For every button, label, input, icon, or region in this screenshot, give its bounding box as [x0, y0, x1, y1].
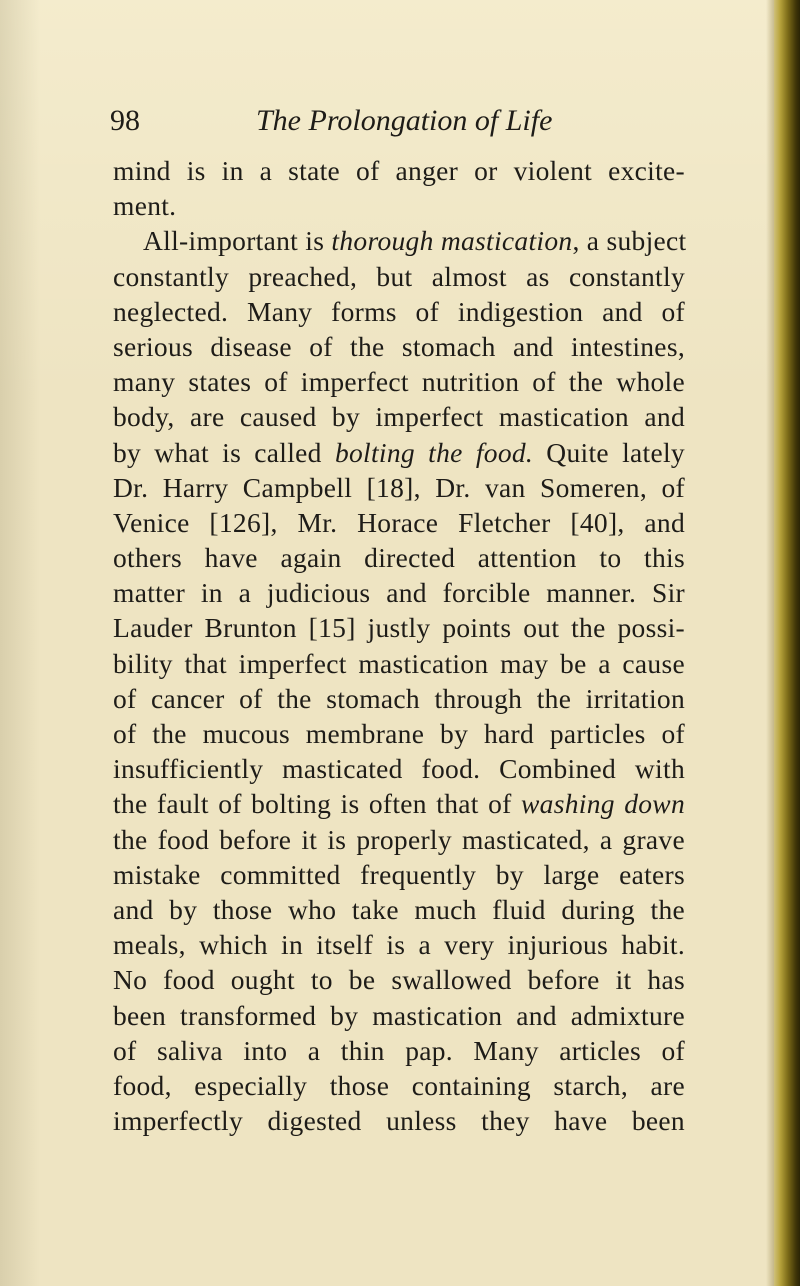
text-line	[113, 857, 685, 892]
text-line	[113, 610, 685, 645]
text-line	[113, 998, 685, 1033]
text-line	[113, 1033, 685, 1068]
text-line	[113, 646, 685, 681]
text-line	[113, 892, 685, 927]
running-header	[110, 101, 710, 141]
text-segment: insufficiently masticated food. Combined with	[113, 753, 685, 785]
text-segment: matter in a judicious and forcible manner. Sir	[113, 577, 685, 609]
running-title: The Prolongation of Life	[256, 104, 553, 137]
text-line	[113, 223, 685, 258]
text-segment: ment.	[113, 190, 177, 222]
text-segment: neglected. Many forms of indigestion and of	[113, 295, 685, 327]
text-line	[113, 399, 685, 434]
binding-shadow	[766, 0, 774, 1286]
text-segment: Quite lately	[533, 436, 685, 468]
text-segment: imperfectly digested unless they have been	[113, 1105, 685, 1137]
text-segment: All-important is	[143, 225, 332, 257]
text-segment: by what is called	[113, 436, 335, 468]
text-segment: food, especially those containing starch, are	[113, 1069, 685, 1101]
text-segment: serious disease of the stomach and intestines,	[113, 330, 685, 362]
text-segment: the fault of bolting is often that of	[113, 788, 522, 820]
text-line	[113, 1068, 685, 1103]
text-segment: of saliva into a thin pap. Many articles of	[113, 1034, 685, 1066]
text-line	[113, 575, 685, 610]
text-segment: Dr. Harry Campbell [18], Dr. van Someren, of	[113, 471, 685, 503]
text-line	[113, 364, 685, 399]
text-line	[113, 786, 685, 821]
text-line	[113, 294, 685, 329]
page-number: 98	[110, 104, 140, 137]
text-line	[113, 505, 685, 540]
text-segment: body, are caused by imperfect mastication and	[113, 401, 685, 433]
text-line	[113, 188, 685, 223]
text-line	[113, 470, 685, 505]
text-segment: bility that imperfect mastication may be a cause	[113, 647, 685, 679]
text-segment: and by those who take much fluid during the	[113, 893, 685, 925]
text-line	[113, 540, 685, 575]
text-segment: of the mucous membrane by hard particles of	[113, 718, 685, 749]
text-segment: many states of imperfect nutrition of the whole	[113, 366, 685, 398]
text-line	[113, 1103, 685, 1138]
text-segment: No food ought to be swallowed before it has	[113, 964, 685, 996]
emphasis-text: bolting the food.	[334, 436, 534, 468]
text-line	[113, 681, 685, 716]
text-line	[113, 751, 685, 786]
text-line	[113, 153, 685, 188]
emphasis-text: washing down	[521, 788, 685, 820]
text-segment: Lauder Brunton [15] justly points out the possi-	[113, 612, 685, 644]
text-line	[113, 259, 685, 294]
text-segment: mistake committed frequently by large eaters	[113, 858, 685, 890]
text-segment: Venice [126], Mr. Horace Fletcher [40], and	[113, 506, 685, 538]
body-text	[113, 153, 685, 1138]
text-line	[113, 435, 685, 470]
text-segment: been transformed by mastication and admixture	[113, 999, 685, 1031]
text-segment: constantly preached, but almost as constantly	[113, 260, 685, 292]
text-line	[113, 962, 685, 997]
text-segment: meals, which in itself is a very injurious habit.	[113, 929, 685, 961]
text-line	[113, 329, 685, 364]
text-segment: , a subject	[572, 225, 687, 257]
emphasis-text: thorough mastication	[331, 225, 573, 257]
text-line	[113, 927, 685, 962]
text-segment: the food before it is properly masticated, a grave	[113, 823, 685, 855]
text-line	[113, 716, 685, 751]
text-segment: of cancer of the stomach through the irritation	[113, 682, 685, 714]
binding-edge	[774, 0, 800, 1286]
text-segment: mind is in a state of anger or violent excite-	[113, 155, 685, 186]
text-segment: others have again directed attention to this	[113, 542, 685, 574]
text-line	[113, 822, 685, 857]
